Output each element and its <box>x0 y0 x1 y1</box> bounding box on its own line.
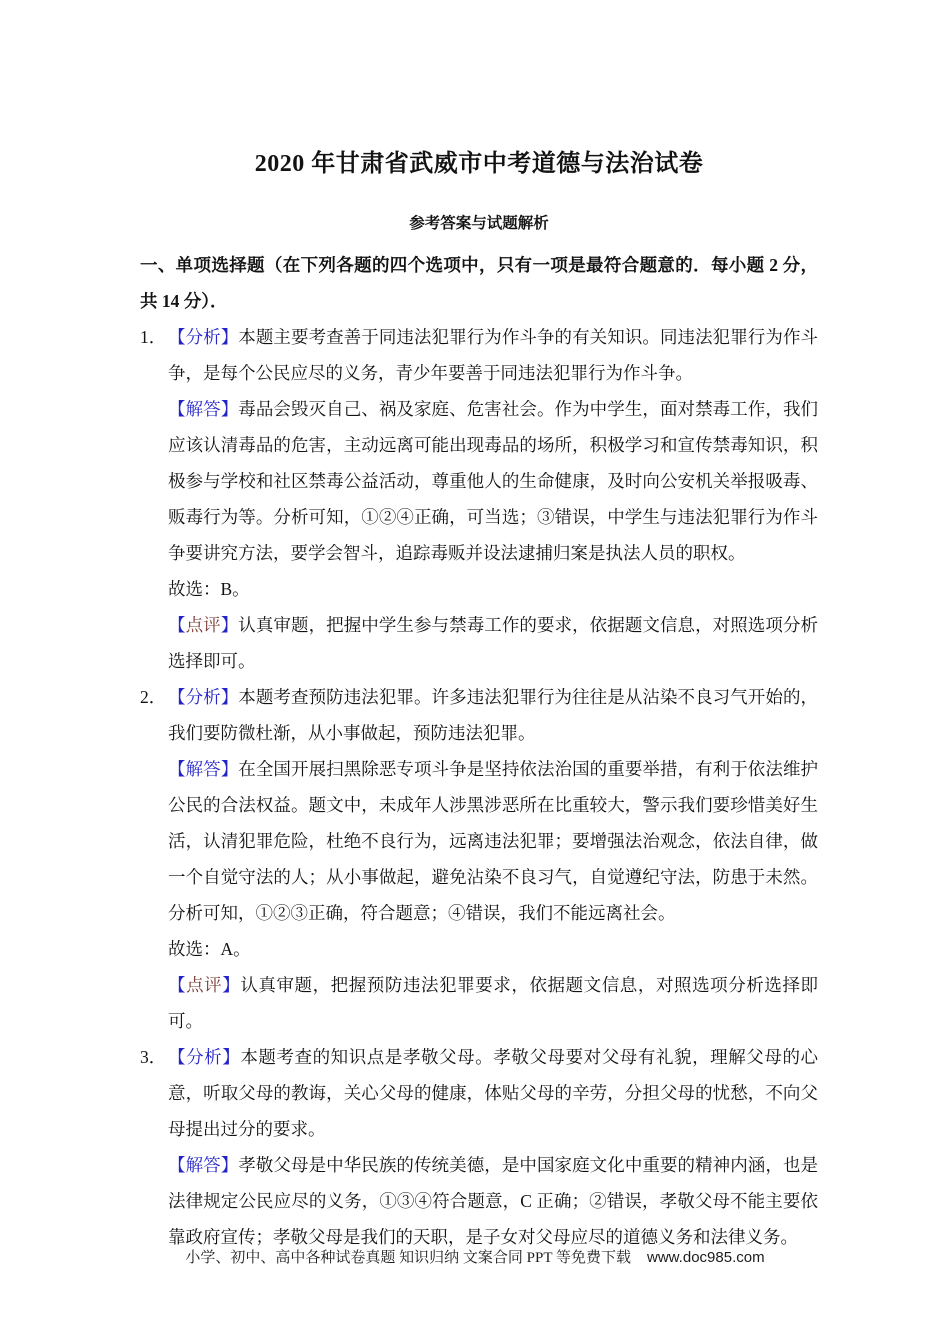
marker-bracket-open: 【 <box>168 1047 187 1067</box>
footer-promo-text: 小学、初中、高中各种试卷真题 知识归纳 文案合同 PPT 等免费下载 <box>185 1250 632 1266</box>
answer-paragraph <box>168 391 818 571</box>
section-heading: 一、单项选择题（在下列各题的四个选项中，只有一项是最符合题意的．每小题 2 分，共 14 分）． <box>140 255 818 311</box>
analysis-paragraph <box>168 319 818 391</box>
conclusion-text: 故选：B。 <box>168 579 250 599</box>
footer-url: www.doc985.com <box>647 1249 765 1266</box>
question-number: 2． <box>140 687 167 707</box>
marker-bracket-close: 】 <box>220 1155 239 1175</box>
analysis-text: 本题考查预防违法犯罪。许多违法犯罪行为往往是从沾染不良习气开始的，我们要防微杜渐，从小事做起，预防违法犯罪。 <box>168 687 819 743</box>
answer-text: 孝敬父母是中华民族的传统美德，是中国家庭文化中重要的精神内涵，也是法律规定公民应尽的义务，①③④符合题意，C 正确；②错误，孝敬父母不能主要依靠政府宣传；孝敬父母是我们的天职，是子女对父母应尽的道德义务和法律义务。 <box>168 1155 819 1247</box>
analysis-paragraph <box>168 1039 818 1147</box>
marker-bracket-open: 【 <box>168 1155 186 1175</box>
comment-paragraph <box>168 967 818 1039</box>
answer-text: 毒品会毁灭自己、祸及家庭、危害社会。作为中学生，面对禁毒工作，我们应该认清毒品的危害，主动远离可能出现毒品的场所，积极学习和宣传禁毒知识，积极参与学校和社区禁毒公益活动，尊重他人的生命健康，及时向公安机关举报吸毒、贩毒行为等。分析可知，①②④正确，可当选；③错误，中学生与违法犯罪行为作斗争要讲究方法，要学会智斗，追踪毒贩并设法逮捕归案是执法人员的职权。 <box>168 399 819 563</box>
question-1 <box>140 319 818 679</box>
analysis-paragraph <box>168 679 818 751</box>
analysis-marker: 分析 <box>186 1047 223 1067</box>
comment-marker: 点评 <box>185 615 221 635</box>
comment-marker: 点评 <box>186 975 223 995</box>
page-subtitle: 参考答案与试题解析 <box>409 215 549 232</box>
marker-bracket-close: 】 <box>220 687 239 707</box>
analysis-text: 本题考查的知识点是孝敬父母。孝敬父母要对父母有礼貌，理解父母的心意，听取父母的教诲，关心父母的健康，体贴父母的辛劳，分担父母的忧愁，不向父母提出过分的要求。 <box>168 1047 819 1139</box>
analysis-text: 本题主要考查善于同违法犯罪行为作斗争的有关知识。同违法犯罪行为作斗争，是每个公民应尽的义务，青少年要善于同违法犯罪行为作斗争。 <box>168 327 819 383</box>
marker-bracket-close: 】 <box>222 1047 241 1067</box>
site-footer <box>0 1248 950 1268</box>
marker-bracket-close: 】 <box>222 975 241 995</box>
marker-bracket-open: 【 <box>168 687 186 707</box>
answer-marker: 解答 <box>185 1155 221 1175</box>
question-2 <box>140 679 818 1039</box>
marker-bracket-open: 【 <box>168 399 186 419</box>
comment-paragraph <box>168 607 818 679</box>
question-body <box>168 319 818 679</box>
document-content <box>140 148 818 1255</box>
marker-bracket-open: 【 <box>168 759 186 779</box>
conclusion-paragraph <box>168 571 818 607</box>
question-number: 1． <box>140 327 167 347</box>
question-number: 3． <box>140 1047 167 1067</box>
answer-marker: 解答 <box>185 759 221 779</box>
marker-bracket-open: 【 <box>168 975 187 995</box>
marker-bracket-close: 】 <box>220 399 239 419</box>
answer-text: 在全国开展扫黑除恶专项斗争是坚持依法治国的重要举措，有利于依法维护公民的合法权益。题文中，未成年人涉黑涉恶所在比重较大，警示我们要珍惜美好生活，认清犯罪危险，杜绝不良行为，远离违法犯罪；要增强法治观念，依法自律，做一个自觉守法的人；从小事做起，避免沾染不良习气，自觉遵纪守法，防患于未然。分析可知，①②③正确，符合题意；④错误，我们不能远离社会。 <box>168 759 819 923</box>
marker-bracket-close: 】 <box>220 327 239 347</box>
question-3 <box>140 1039 818 1255</box>
comment-text: 认真审题，把握中学生参与禁毒工作的要求，依据题文信息，对照选项分析选择即可。 <box>168 615 819 671</box>
marker-bracket-close: 】 <box>220 759 239 779</box>
marker-bracket-open: 【 <box>168 615 186 635</box>
answer-marker: 解答 <box>185 399 221 419</box>
marker-bracket-close: 】 <box>220 615 239 635</box>
answer-paragraph <box>168 751 818 931</box>
conclusion-paragraph <box>168 931 818 967</box>
marker-bracket-open: 【 <box>168 327 186 347</box>
page-title: 2020 年甘肃省武威市中考道德与法治试卷 <box>254 151 704 177</box>
analysis-marker: 分析 <box>185 327 221 347</box>
conclusion-text: 故选：A。 <box>168 939 251 959</box>
comment-text: 认真审题，把握预防违法犯罪要求，依据题文信息，对照选项分析选择即可。 <box>168 975 819 1031</box>
analysis-marker: 分析 <box>185 687 221 707</box>
answer-paragraph <box>168 1147 818 1255</box>
question-body <box>168 679 818 1039</box>
question-body <box>168 1039 818 1255</box>
